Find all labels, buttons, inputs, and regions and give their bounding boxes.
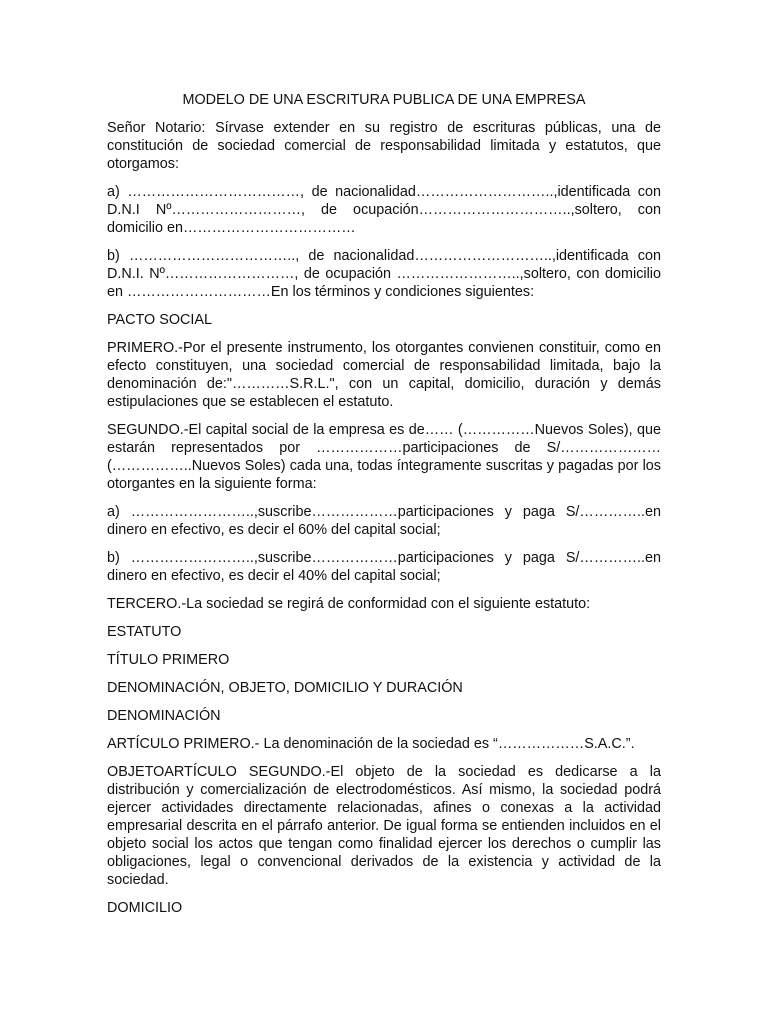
section-heading: DENOMINACIÓN, OBJETO, DOMICILIO Y DURACIÓN: [107, 680, 463, 696]
primero-paragraph: PRIMERO.-Por el presente instrumento, los otorgantes convienen constituir, como en efecto constituyen, una sociedad comercial de responsabilidad limitada, bajo la denominación de:"…………S.R.L.", con un capital, domicilio, duración y demás estipulaciones que se establecen el estatuto.: [107, 340, 661, 410]
tercero-paragraph: TERCERO.-La sociedad se regirá de conformidad con el siguiente estatuto:: [107, 596, 591, 612]
articulo-primero-paragraph: ARTÍCULO PRIMERO.- La denominación de la sociedad es “………………S.A.C.”.: [107, 736, 635, 752]
domicilio-heading: DOMICILIO: [107, 900, 183, 916]
pacto-social-heading: PACTO SOCIAL: [107, 312, 213, 328]
party-a-paragraph: a) ………………………………, de nacionalidad………………………..,identificada con D.N.I Nº………………………, de ocupación…………………………..,soltero, con domicilio en………………………………: [107, 184, 661, 236]
document-title: MODELO DE UNA ESCRITURA PUBLICA DE UNA EMPRESA: [182, 92, 586, 108]
subscription-b-paragraph: b) ……………………..,suscribe………………participaciones y paga S/…………..en dinero en efectivo, es decir el 40% del capital social;: [107, 550, 661, 584]
segundo-paragraph: SEGUNDO.-El capital social de la empresa es de…… (……………Nuevos Soles), que estarán representados por ………………participaciones de S/…………………(……………..Nuevos Soles) cada una, todas íntegramente suscritas y pagadas por los otorgantes en la siguiente forma:: [107, 422, 661, 492]
denominacion-heading: DENOMINACIÓN: [107, 708, 221, 724]
titulo-primero-heading: TÍTULO PRIMERO: [107, 652, 230, 668]
estatuto-heading: ESTATUTO: [107, 624, 182, 640]
intro-paragraph: Señor Notario: Sírvase extender en su registro de escrituras públicas, una de constitución de sociedad comercial de responsabilidad limitada y estatutos, que otorgamos:: [107, 120, 661, 172]
articulo-segundo-paragraph: OBJETOARTÍCULO SEGUNDO.-El objeto de la sociedad es dedicarse a la distribución y comercialización de electrodomésticos. Así mismo, la sociedad podrá ejercer actividades directamente relacionadas, afines o conexas a la actividad empresarial descrita en el párrafo anterior. De igual forma se entienden incluidos en el objeto social los actos que tengan como finalidad ejercer los derechos o cumplir las obligaciones, legal o convencional derivados de la existencia y actividad de la sociedad.: [107, 764, 661, 888]
document-page: [107, 91, 661, 927]
subscription-a-paragraph: a) ……………………..,suscribe………………participaciones y paga S/…………..en dinero en efectivo, es decir el 60% del capital social;: [107, 504, 661, 538]
party-b-paragraph: b) …………………………….., de nacionalidad………………………..,identificada con D.N.I. Nº………………………, de ocupación ……………………..,soltero, con domicilio en …………………………En los términos y condiciones siguientes:: [107, 248, 661, 300]
